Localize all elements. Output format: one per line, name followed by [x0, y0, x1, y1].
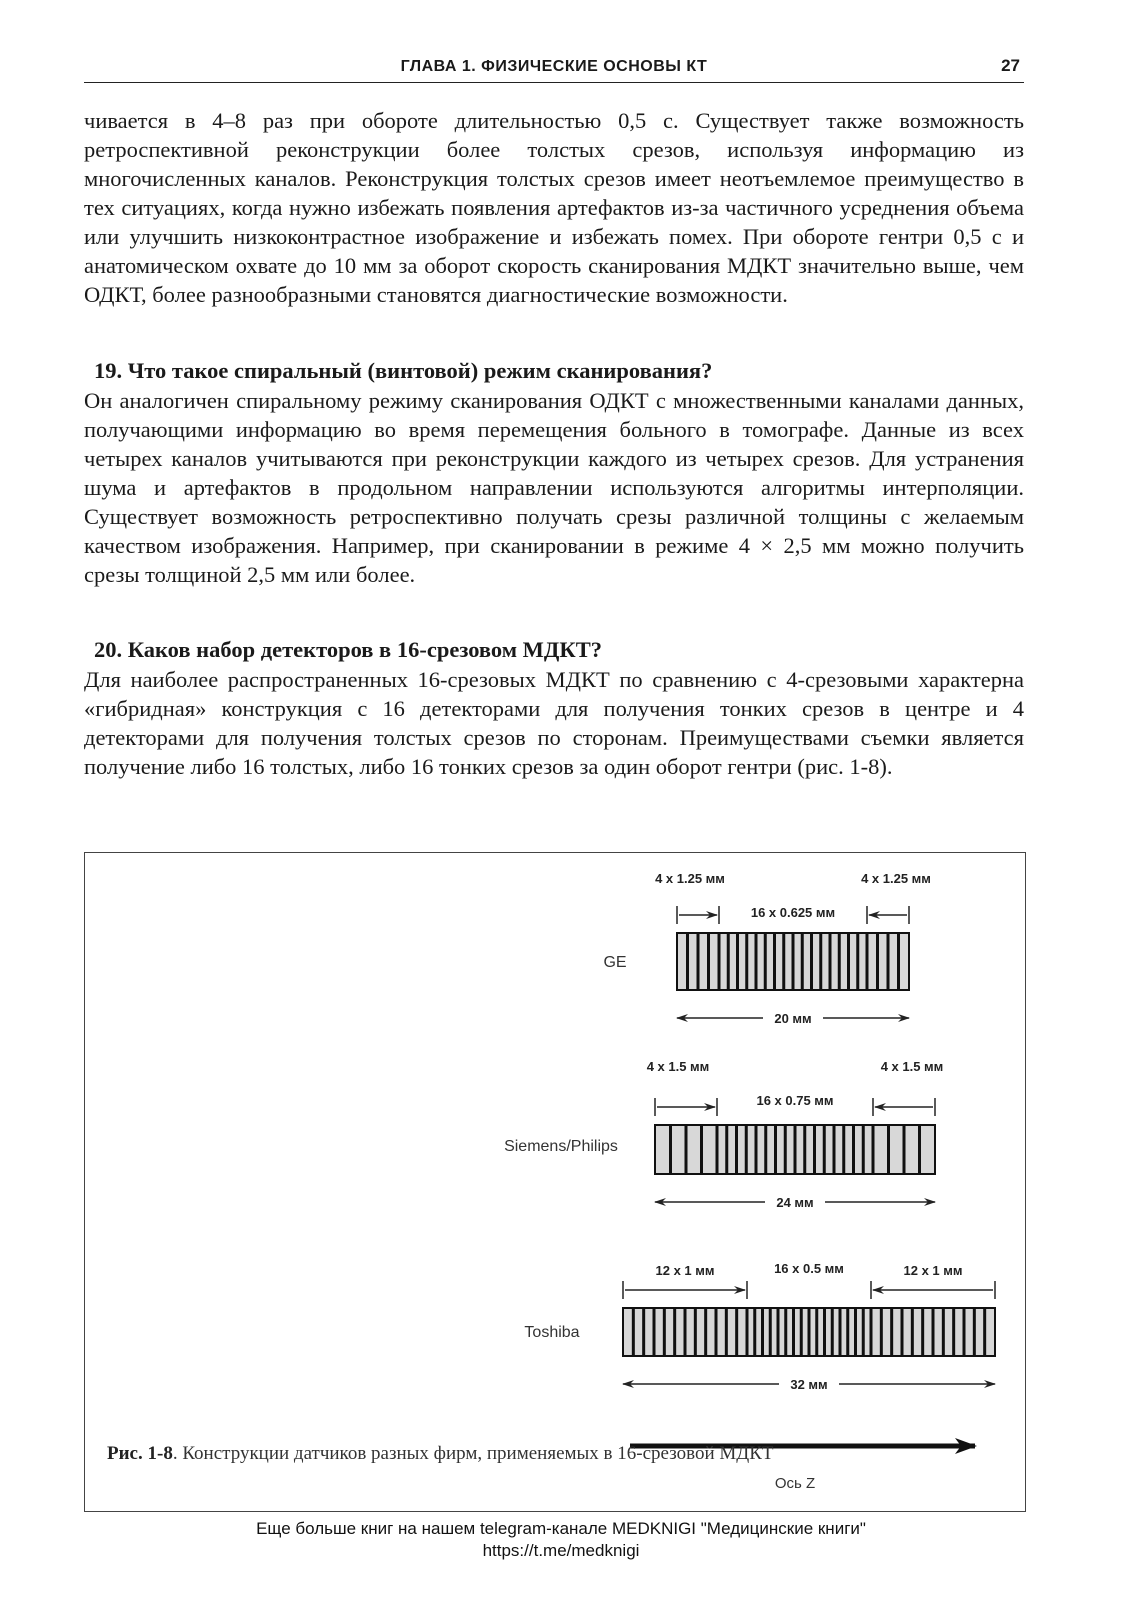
footer-promo: Еще больше книг на нашем telegram-канале MEDKNIGI "Медицинские книги" [256, 1519, 866, 1538]
question-20-heading: 20. Каков набор детекторов в 16-срезовом МДКТ? [94, 637, 602, 662]
paragraph-text: чивается в 4–8 раз при обороте длительностью 0,5 с. Существует также возможность ретроспективной реконструкции более толстых срезов, используя информацию из многочисленных каналов. Реконструкция толстых срезов имеет неотъемлемое преимущество в тех ситуациях, когда нужно избежать появления артефактов из-за частичного усреднения объема или улучшить низкоконтрастное изображение и избежать помех. При обороте гентри 0,5 с и анатомическом охвате до 10 мм за оборот скорость сканирования МДКТ значительно выше, чем ОДКТ, более разнообразными становятся диагностические возможности. [84, 108, 1024, 307]
running-header [84, 56, 1024, 83]
answer-text: Для наиболее распространенных 16-срезовых МДКТ по сравнению с 4-срезовыми характерна «гибридная» конструкция с 16 детекторами для получения тонких срезов в центре и 4 детекторами для получения толстых срезов по сторонам. Преимуществами съемки является получение либо 16 толстых, либо 16 тонких срезов за один оборот гентри (рис. 1-8). [84, 667, 1024, 779]
vendor-name: Toshiba [524, 1324, 580, 1341]
total-width-label: 32 мм [790, 1377, 828, 1392]
center-label: 16 x 0.625 мм [750, 905, 836, 920]
figure-1-8 [84, 852, 1026, 1512]
z-axis-label: Ось Z [774, 1475, 816, 1492]
footer-link[interactable]: https://t.me/medknigi [482, 1541, 640, 1560]
page-number: 27 [1001, 56, 1020, 75]
paragraph-continuation [84, 106, 1024, 309]
question-19-answer [84, 386, 1024, 589]
caption-label: Рис. 1-8 [107, 1443, 173, 1464]
vendor-name: GE [603, 954, 627, 971]
center-label: 16 x 0.75 мм [756, 1093, 834, 1108]
vendor-name: Siemens/Philips [504, 1138, 618, 1155]
outer-left-label: 4 x 1.5 мм [646, 1059, 710, 1074]
caption-text: . Конструкции датчиков разных фирм, применяемых в 16-срезовой МДКТ [172, 1443, 774, 1464]
vendor-0 [603, 906, 909, 1018]
figure-caption [107, 1441, 774, 1466]
total-width-label: 24 мм [776, 1195, 814, 1210]
outer-left-label: 12 x 1 мм [655, 1263, 715, 1278]
outer-right-label: 4 x 1.25 мм [861, 871, 931, 886]
question-20-answer [84, 665, 1024, 781]
vendor-2 [524, 1281, 995, 1384]
question-19-heading: 19. Что такое спиральный (винтовой) режим сканирования? [94, 358, 713, 383]
chapter-title: ГЛАВА 1. ФИЗИЧЕСКИЕ ОСНОВЫ КТ [400, 58, 708, 75]
total-width-label: 20 мм [774, 1011, 812, 1026]
outer-left-label: 4 x 1.25 мм [655, 871, 725, 886]
vendor-1 [504, 1098, 935, 1202]
detector-diagram [85, 853, 1025, 1511]
answer-text: Он аналогичен спиральному режиму сканирования ОДКТ с множественными каналами данных, получающими информацию во время перемещения больного в томографе. Данные из всех четырех каналов учитываются при реконструкции каждого из четырех срезов. Для устранения шума и артефактов в продольном направлении используются алгоритмы интерполяции. Существует возможность ретроспективно получать срезы различной толщины с желаемым качеством изображения. Например, при сканировании в режиме 4 × 2,5 мм можно получить срезы толщиной 2,5 мм или более. [84, 388, 1024, 587]
center-label: 16 x 0.5 мм [774, 1261, 844, 1276]
outer-right-label: 12 x 1 мм [903, 1263, 963, 1278]
outer-right-label: 4 x 1.5 мм [880, 1059, 944, 1074]
